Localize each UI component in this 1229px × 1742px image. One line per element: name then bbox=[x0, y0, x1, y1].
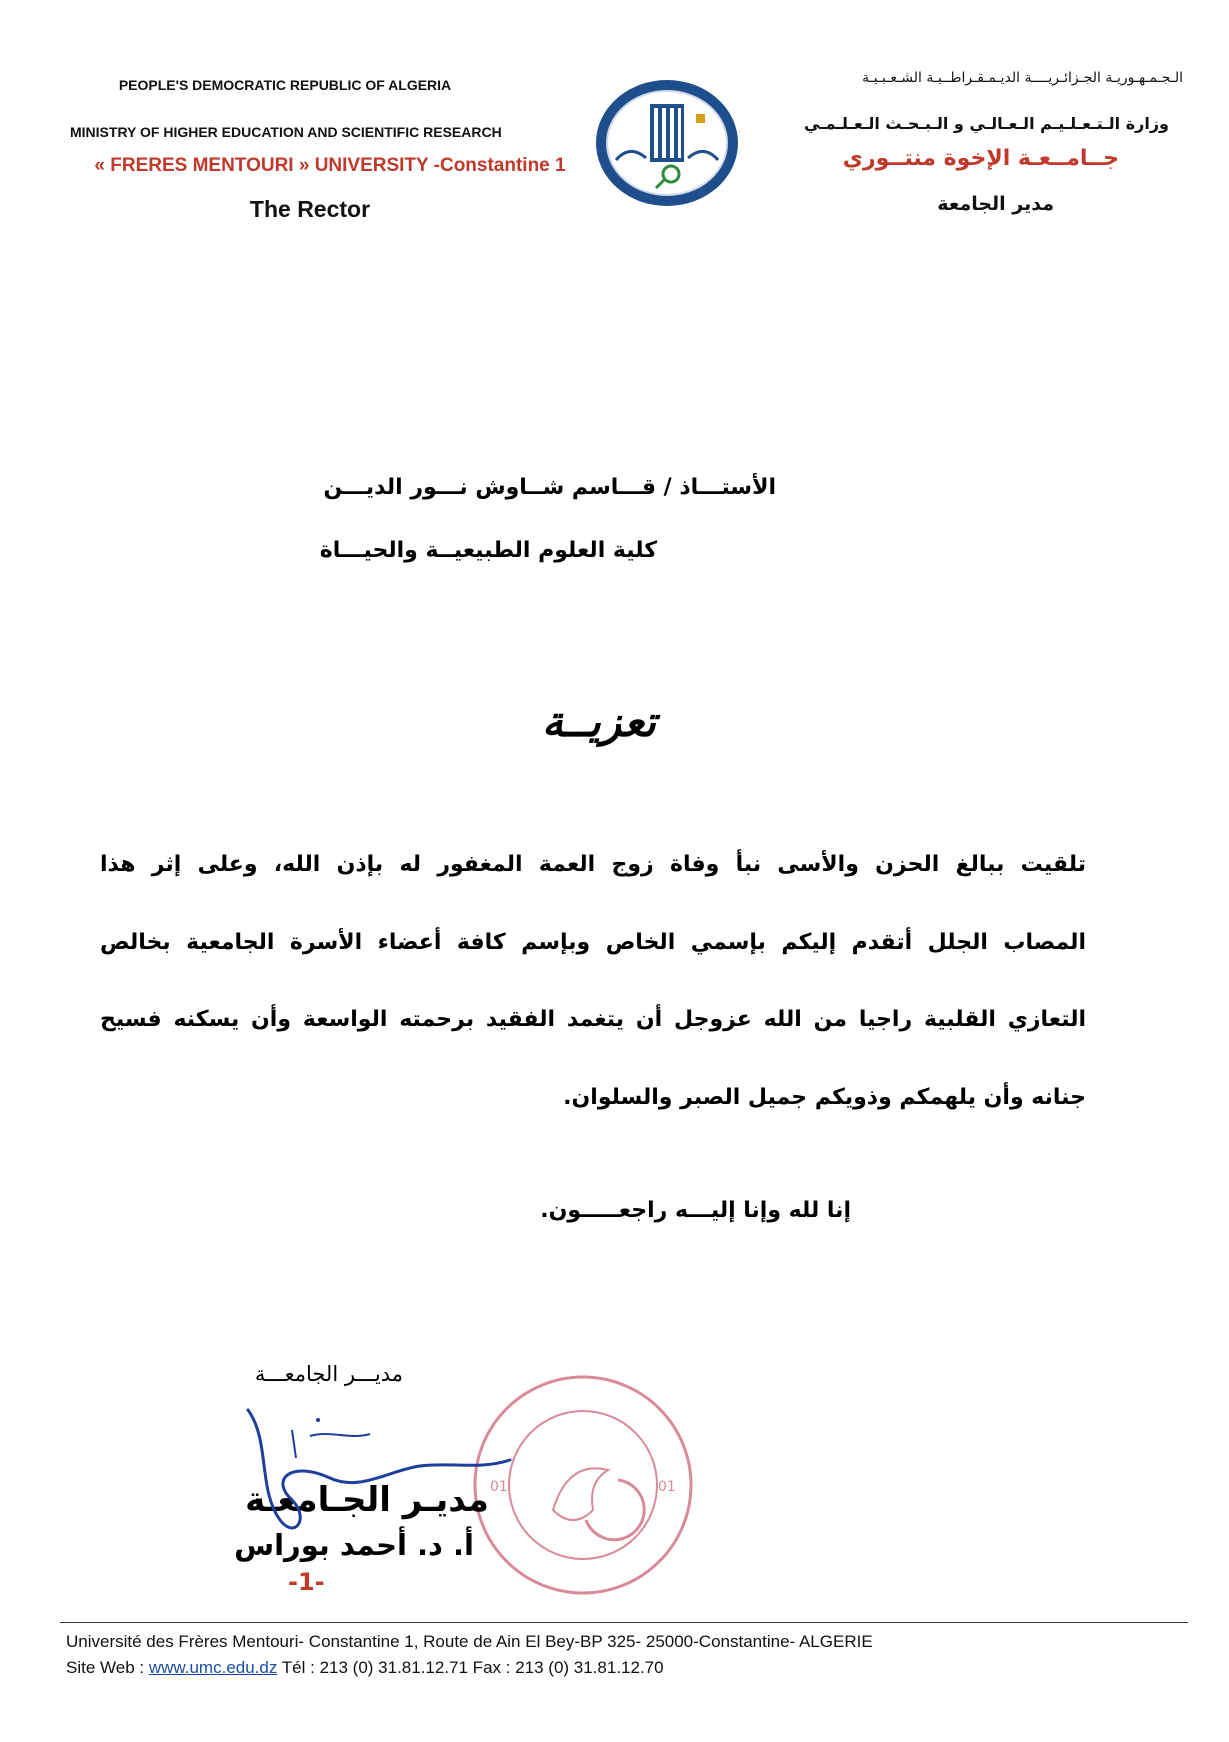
footer-address: Université des Frères Mentouri- Constantine 1, Route de Ain El Bey-BP 325- 25000-Constantine- ALGERIE bbox=[66, 1632, 873, 1651]
header-ministry-ar: وزارة الـتـعـلـيـم الـعـالـي و الـبـحـث الـعـلـمـي bbox=[804, 114, 1169, 133]
footer-divider bbox=[60, 1622, 1188, 1623]
footer-site-link[interactable]: www.umc.edu.dz bbox=[148, 1658, 278, 1677]
header-republic-ar: الـجـمـهـوريـة الجـزائـريــــة الديـمـقـراطــيـة الشـعـبـيـة bbox=[862, 70, 1183, 86]
header-rector-ar: مدير الجامعة bbox=[937, 193, 1054, 215]
body-line-4: جنانه وأن يلهمكم وذويكم جميل الصبر والسلوان. bbox=[563, 1085, 1086, 1110]
recipient-name: الأستـــاذ / قـــاسم شــاوش نـــور الديـــن bbox=[323, 475, 776, 500]
stamp-name: أ. د. أحمد بوراس bbox=[234, 1528, 474, 1562]
header-ministry-en: MINISTRY OF HIGHER EDUCATION AND SCIENTIFIC RESEARCH bbox=[70, 124, 502, 140]
university-logo bbox=[594, 78, 740, 208]
footer-contacts: Tél : 213 (0) 31.81.12.71 Fax : 213 (0) 31.81.12.70 bbox=[281, 1658, 664, 1677]
body-closing: إنا لله وإنا إليـــه راجعـــــون. bbox=[540, 1198, 851, 1223]
body-line-1: تلقيت ببالغ الحزن والأسى نبأ وفاة زوج العمة المغفور له بإذن الله، وعلى إثر هذا bbox=[100, 852, 1086, 877]
signature-title: مديـــر الجامعـــة bbox=[254, 1362, 403, 1386]
svg-text:01: 01 bbox=[658, 1479, 676, 1495]
footer-site-label: Site Web : bbox=[66, 1658, 145, 1677]
letter-title: تعزيــة bbox=[542, 697, 656, 746]
handwritten-signature bbox=[240, 1400, 520, 1580]
page-marker: -1- bbox=[288, 1568, 325, 1596]
svg-text:01: 01 bbox=[490, 1479, 508, 1495]
header-republic-en: PEOPLE'S DEMOCRATIC REPUBLIC OF ALGERIA bbox=[118, 77, 452, 93]
body-line-3: التعازي القلبية راجيا من الله عزوجل أن يتغمد الفقيد برحمته الواسعة وأن يسكنه فسيح bbox=[100, 1007, 1086, 1032]
body-line-2: المصاب الجلل أتقدم إليكم بإسمي الخاص وبإسم كافة أعضاء الأسرة الجامعية بخالص bbox=[100, 930, 1086, 955]
header-university-ar: جــامــعـة الإخوة منتــوري bbox=[842, 146, 1119, 171]
footer-contact-line bbox=[66, 1658, 664, 1678]
header-rector-en: The Rector bbox=[249, 196, 371, 222]
recipient-faculty: كلية العلوم الطبيعيــة والحيـــاة bbox=[319, 538, 657, 563]
stamp-title: مديـر الجـامعـة bbox=[245, 1480, 489, 1520]
header-university-en: « FRERES MENTOURI » UNIVERSITY -Constantine 1 bbox=[94, 155, 566, 176]
